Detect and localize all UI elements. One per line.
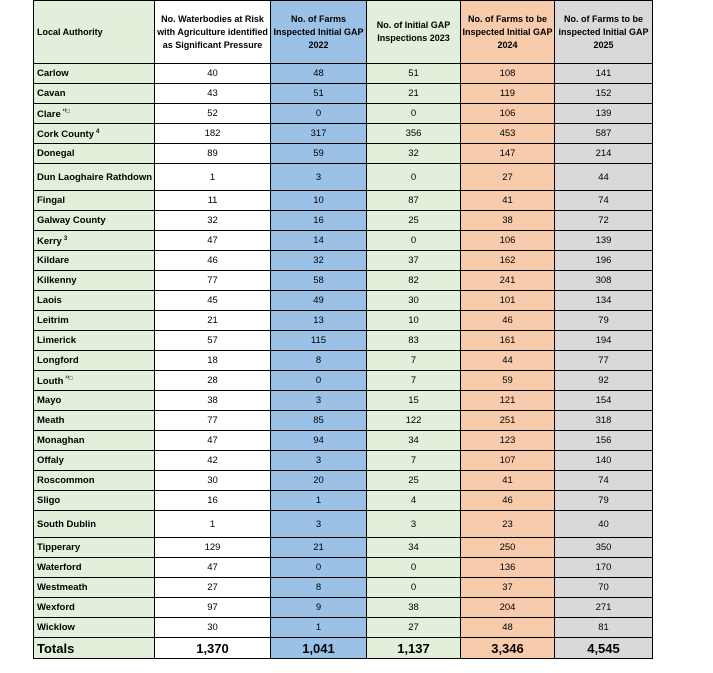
table-row xyxy=(34,351,653,371)
cell-waterbodies: 1 xyxy=(155,164,271,191)
cell-gap-2024: 241 xyxy=(461,271,555,291)
table-row xyxy=(34,431,653,451)
table-row xyxy=(34,331,653,351)
table-row xyxy=(34,578,653,598)
table-row xyxy=(34,311,653,331)
row-local-authority xyxy=(34,211,155,231)
table-row xyxy=(34,598,653,618)
cell-gap-2024: 204 xyxy=(461,598,555,618)
cell-waterbodies: 57 xyxy=(155,331,271,351)
cell-waterbodies: 77 xyxy=(155,271,271,291)
row-local-authority xyxy=(34,618,155,638)
local-authority-name: Monaghan xyxy=(37,435,85,446)
cell-gap-2022: 8 xyxy=(271,351,367,371)
cell-gap-2024: 251 xyxy=(461,411,555,431)
cell-waterbodies: 43 xyxy=(155,84,271,104)
row-local-authority xyxy=(34,164,155,191)
cell-waterbodies: 47 xyxy=(155,431,271,451)
row-local-authority xyxy=(34,124,155,144)
cell-gap-2023: 51 xyxy=(367,64,461,84)
cell-gap-2023: 122 xyxy=(367,411,461,431)
cell-waterbodies: 28 xyxy=(155,371,271,391)
table-row xyxy=(34,471,653,491)
local-authority-name: Wexford xyxy=(37,602,75,613)
row-local-authority xyxy=(34,104,155,124)
cell-gap-2025: 196 xyxy=(555,251,653,271)
cell-gap-2023: 4 xyxy=(367,491,461,511)
table-row xyxy=(34,164,653,191)
cell-gap-2022: 49 xyxy=(271,291,367,311)
local-authority-name: South Dublin xyxy=(37,518,97,530)
cell-gap-2022: 0 xyxy=(271,104,367,124)
cell-gap-2024: 27 xyxy=(461,164,555,191)
cell-waterbodies: 46 xyxy=(155,251,271,271)
cell-gap-2024: 136 xyxy=(461,558,555,578)
table-row xyxy=(34,251,653,271)
cell-gap-2023: 0 xyxy=(367,164,461,191)
cell-gap-2023: 87 xyxy=(367,191,461,211)
local-authority-name: Meath xyxy=(37,415,65,426)
row-local-authority xyxy=(34,491,155,511)
cell-gap-2023: 15 xyxy=(367,391,461,411)
total-gap-2023: 1,137 xyxy=(367,638,461,659)
cell-waterbodies: 42 xyxy=(155,451,271,471)
cell-gap-2023: 25 xyxy=(367,211,461,231)
cell-gap-2025: 318 xyxy=(555,411,653,431)
local-authority-name: Tipperary xyxy=(37,542,81,553)
cell-waterbodies: 47 xyxy=(155,558,271,578)
local-authority-name: Louth xyxy=(37,376,64,388)
table-row xyxy=(34,618,653,638)
row-local-authority xyxy=(34,578,155,598)
row-local-authority xyxy=(34,511,155,538)
cell-gap-2022: 9 xyxy=(271,598,367,618)
row-local-authority xyxy=(34,371,155,391)
cell-gap-2025: 92 xyxy=(555,371,653,391)
cell-gap-2023: 7 xyxy=(367,451,461,471)
cell-gap-2025: 79 xyxy=(555,311,653,331)
cell-waterbodies: 11 xyxy=(155,191,271,211)
cell-gap-2023: 38 xyxy=(367,598,461,618)
row-local-authority xyxy=(34,558,155,578)
local-authority-name: Laois xyxy=(37,295,62,306)
cell-waterbodies: 27 xyxy=(155,578,271,598)
totals-label: Totals xyxy=(34,638,155,659)
cell-gap-2022: 3 xyxy=(271,511,367,538)
row-local-authority xyxy=(34,598,155,618)
cell-gap-2022: 1 xyxy=(271,491,367,511)
cell-gap-2022: 0 xyxy=(271,558,367,578)
header-gap-2025: No. of Farms to be inspected Initial GAP 2025 xyxy=(555,1,653,64)
cell-gap-2023: 3 xyxy=(367,511,461,538)
cell-gap-2025: 170 xyxy=(555,558,653,578)
cell-gap-2024: 123 xyxy=(461,431,555,451)
cell-gap-2022: 51 xyxy=(271,84,367,104)
cell-gap-2025: 134 xyxy=(555,291,653,311)
row-local-authority xyxy=(34,251,155,271)
cell-gap-2024: 107 xyxy=(461,451,555,471)
cell-gap-2024: 119 xyxy=(461,84,555,104)
header-local-authority: Local Authority xyxy=(34,1,155,64)
header-row xyxy=(34,1,653,64)
local-authority-name: Kilkenny xyxy=(37,275,77,286)
cell-gap-2024: 37 xyxy=(461,578,555,598)
table-row xyxy=(34,491,653,511)
row-local-authority xyxy=(34,391,155,411)
table-row xyxy=(34,371,653,391)
header-gap-2023: No. of Initial GAP Inspections 2023 xyxy=(367,1,461,64)
cell-gap-2025: 587 xyxy=(555,124,653,144)
row-local-authority xyxy=(34,191,155,211)
cell-gap-2023: 7 xyxy=(367,371,461,391)
footnote-marker: 4 xyxy=(96,128,100,135)
cell-gap-2023: 27 xyxy=(367,618,461,638)
cell-gap-2025: 271 xyxy=(555,598,653,618)
table-row xyxy=(34,291,653,311)
row-local-authority xyxy=(34,471,155,491)
total-gap-2025: 4,545 xyxy=(555,638,653,659)
cell-gap-2022: 58 xyxy=(271,271,367,291)
cell-gap-2024: 250 xyxy=(461,538,555,558)
cell-gap-2025: 77 xyxy=(555,351,653,371)
cell-gap-2025: 74 xyxy=(555,191,653,211)
cell-gap-2022: 16 xyxy=(271,211,367,231)
table-row xyxy=(34,144,653,164)
cell-gap-2022: 0 xyxy=(271,371,367,391)
cell-gap-2025: 40 xyxy=(555,511,653,538)
row-local-authority xyxy=(34,144,155,164)
cell-gap-2022: 3 xyxy=(271,391,367,411)
cell-waterbodies: 30 xyxy=(155,618,271,638)
row-local-authority xyxy=(34,231,155,251)
table-row xyxy=(34,231,653,251)
local-authority-name: Waterford xyxy=(37,562,82,573)
cell-gap-2023: 0 xyxy=(367,558,461,578)
cell-waterbodies: 52 xyxy=(155,104,271,124)
cell-gap-2024: 41 xyxy=(461,191,555,211)
local-authority-name: Galway County xyxy=(37,215,106,226)
footnote-marker: ¹⁾□ xyxy=(62,108,70,115)
table-row xyxy=(34,211,653,231)
header-waterbodies: No. Waterbodies at Risk with Agriculture identified as Significant Pressure xyxy=(155,1,271,64)
cell-gap-2024: 41 xyxy=(461,471,555,491)
cell-gap-2024: 108 xyxy=(461,64,555,84)
table-row xyxy=(34,124,653,144)
cell-gap-2025: 70 xyxy=(555,578,653,598)
cell-gap-2022: 94 xyxy=(271,431,367,451)
table-row xyxy=(34,511,653,538)
row-local-authority xyxy=(34,311,155,331)
cell-waterbodies: 1 xyxy=(155,511,271,538)
cell-gap-2023: 32 xyxy=(367,144,461,164)
table-row xyxy=(34,104,653,124)
table-body xyxy=(34,64,653,638)
row-local-authority xyxy=(34,64,155,84)
row-local-authority xyxy=(34,538,155,558)
cell-gap-2025: 44 xyxy=(555,164,653,191)
header-gap-2024: No. of Farms to be Inspected Initial GAP 2024 xyxy=(461,1,555,64)
cell-waterbodies: 16 xyxy=(155,491,271,511)
cell-gap-2025: 72 xyxy=(555,211,653,231)
cell-gap-2025: 154 xyxy=(555,391,653,411)
gap-inspections-table xyxy=(33,0,653,659)
cell-waterbodies: 18 xyxy=(155,351,271,371)
local-authority-name: Kerry xyxy=(37,236,62,248)
cell-waterbodies: 21 xyxy=(155,311,271,331)
row-local-authority xyxy=(34,84,155,104)
cell-gap-2023: 0 xyxy=(367,231,461,251)
cell-waterbodies: 77 xyxy=(155,411,271,431)
local-authority-name: Cork County xyxy=(37,129,94,141)
table-row xyxy=(34,84,653,104)
cell-gap-2023: 7 xyxy=(367,351,461,371)
cell-gap-2024: 48 xyxy=(461,618,555,638)
cell-waterbodies: 97 xyxy=(155,598,271,618)
cell-gap-2022: 1 xyxy=(271,618,367,638)
cell-gap-2023: 21 xyxy=(367,84,461,104)
table-row xyxy=(34,451,653,471)
cell-gap-2023: 37 xyxy=(367,251,461,271)
cell-gap-2025: 152 xyxy=(555,84,653,104)
row-local-authority xyxy=(34,291,155,311)
local-authority-name: Kildare xyxy=(37,255,70,266)
cell-gap-2022: 3 xyxy=(271,164,367,191)
local-authority-name: Westmeath xyxy=(37,582,88,593)
cell-gap-2022: 48 xyxy=(271,64,367,84)
cell-gap-2022: 13 xyxy=(271,311,367,331)
cell-gap-2024: 453 xyxy=(461,124,555,144)
local-authority-name: Wicklow xyxy=(37,622,75,633)
table-row xyxy=(34,271,653,291)
local-authority-name: Mayo xyxy=(37,395,62,406)
cell-gap-2024: 38 xyxy=(461,211,555,231)
cell-gap-2025: 140 xyxy=(555,451,653,471)
row-local-authority xyxy=(34,271,155,291)
cell-waterbodies: 32 xyxy=(155,211,271,231)
cell-gap-2024: 23 xyxy=(461,511,555,538)
footnote-marker: ¹⁾□ xyxy=(65,375,73,382)
totals-row xyxy=(34,638,653,659)
local-authority-name: Fingal xyxy=(37,195,65,206)
local-authority-name: Clare xyxy=(37,109,61,121)
local-authority-name: Leitrim xyxy=(37,315,69,326)
cell-gap-2025: 156 xyxy=(555,431,653,451)
cell-gap-2025: 79 xyxy=(555,491,653,511)
cell-gap-2023: 30 xyxy=(367,291,461,311)
cell-gap-2022: 85 xyxy=(271,411,367,431)
cell-gap-2022: 20 xyxy=(271,471,367,491)
local-authority-name: Longford xyxy=(37,355,79,366)
cell-gap-2025: 308 xyxy=(555,271,653,291)
local-authority-name: Carlow xyxy=(37,68,69,79)
cell-gap-2024: 59 xyxy=(461,371,555,391)
cell-waterbodies: 129 xyxy=(155,538,271,558)
cell-gap-2022: 21 xyxy=(271,538,367,558)
cell-gap-2023: 10 xyxy=(367,311,461,331)
table-row xyxy=(34,558,653,578)
cell-gap-2023: 83 xyxy=(367,331,461,351)
cell-waterbodies: 47 xyxy=(155,231,271,251)
cell-gap-2024: 162 xyxy=(461,251,555,271)
cell-gap-2023: 34 xyxy=(367,431,461,451)
table-row xyxy=(34,64,653,84)
cell-gap-2024: 101 xyxy=(461,291,555,311)
cell-gap-2024: 106 xyxy=(461,231,555,251)
cell-gap-2025: 139 xyxy=(555,231,653,251)
cell-gap-2023: 34 xyxy=(367,538,461,558)
cell-gap-2024: 161 xyxy=(461,331,555,351)
row-local-authority xyxy=(34,451,155,471)
cell-gap-2025: 350 xyxy=(555,538,653,558)
footnote-marker: 3 xyxy=(63,235,68,242)
cell-gap-2024: 106 xyxy=(461,104,555,124)
cell-gap-2024: 46 xyxy=(461,311,555,331)
cell-gap-2024: 44 xyxy=(461,351,555,371)
cell-gap-2023: 0 xyxy=(367,104,461,124)
cell-gap-2022: 115 xyxy=(271,331,367,351)
total-gap-2024: 3,346 xyxy=(461,638,555,659)
cell-gap-2022: 32 xyxy=(271,251,367,271)
cell-waterbodies: 89 xyxy=(155,144,271,164)
row-local-authority xyxy=(34,411,155,431)
local-authority-name: Dun Laoghaire Rathdown xyxy=(37,171,153,183)
cell-waterbodies: 182 xyxy=(155,124,271,144)
cell-gap-2024: 46 xyxy=(461,491,555,511)
cell-gap-2025: 141 xyxy=(555,64,653,84)
cell-gap-2023: 82 xyxy=(367,271,461,291)
local-authority-name: Limerick xyxy=(37,335,77,346)
cell-gap-2022: 3 xyxy=(271,451,367,471)
row-local-authority xyxy=(34,351,155,371)
header-gap-2022: No. of Farms Inspected Initial GAP 2022 xyxy=(271,1,367,64)
table-row xyxy=(34,391,653,411)
row-local-authority xyxy=(34,331,155,351)
local-authority-name: Cavan xyxy=(37,88,66,99)
cell-waterbodies: 45 xyxy=(155,291,271,311)
cell-gap-2022: 317 xyxy=(271,124,367,144)
cell-gap-2025: 81 xyxy=(555,618,653,638)
table-row xyxy=(34,538,653,558)
table-container xyxy=(33,0,653,659)
cell-gap-2023: 356 xyxy=(367,124,461,144)
total-gap-2022: 1,041 xyxy=(271,638,367,659)
cell-waterbodies: 38 xyxy=(155,391,271,411)
local-authority-name: Roscommon xyxy=(37,475,95,486)
table-row xyxy=(34,191,653,211)
local-authority-name: Offaly xyxy=(37,455,64,466)
row-local-authority xyxy=(34,431,155,451)
cell-waterbodies: 40 xyxy=(155,64,271,84)
cell-gap-2022: 14 xyxy=(271,231,367,251)
cell-gap-2025: 194 xyxy=(555,331,653,351)
cell-gap-2025: 74 xyxy=(555,471,653,491)
cell-gap-2022: 59 xyxy=(271,144,367,164)
cell-gap-2022: 10 xyxy=(271,191,367,211)
cell-gap-2023: 0 xyxy=(367,578,461,598)
cell-gap-2025: 139 xyxy=(555,104,653,124)
local-authority-name: Sligo xyxy=(37,495,61,506)
cell-waterbodies: 30 xyxy=(155,471,271,491)
table-row xyxy=(34,411,653,431)
local-authority-name: Donegal xyxy=(37,148,75,159)
cell-gap-2022: 8 xyxy=(271,578,367,598)
cell-gap-2023: 25 xyxy=(367,471,461,491)
cell-gap-2024: 147 xyxy=(461,144,555,164)
cell-gap-2025: 214 xyxy=(555,144,653,164)
total-waterbodies: 1,370 xyxy=(155,638,271,659)
cell-gap-2024: 121 xyxy=(461,391,555,411)
